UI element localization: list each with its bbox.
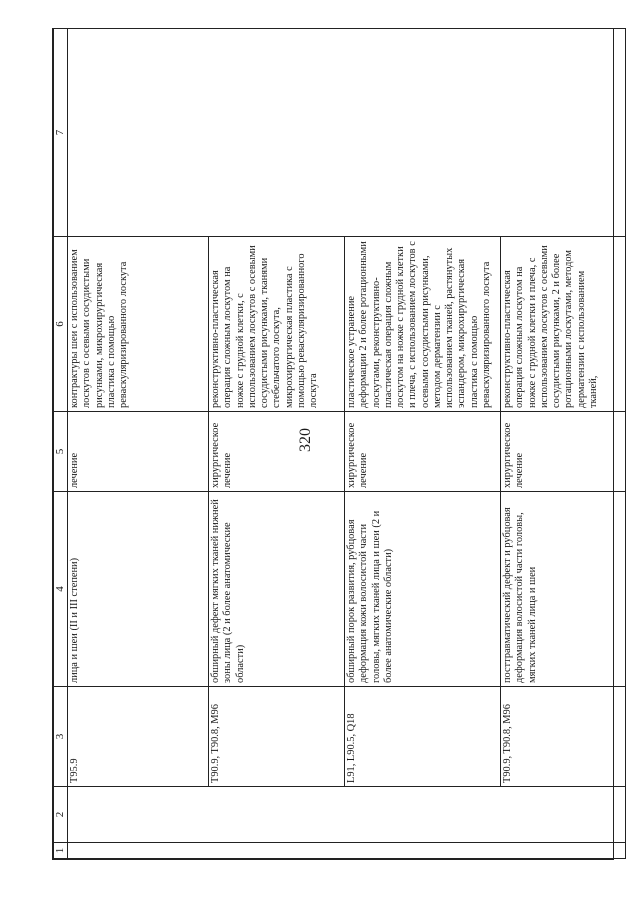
condition-description: обширный дефект мягких тканей нижней зоны лица (2 и более анатомические области) xyxy=(208,492,344,687)
column-number: 4 xyxy=(54,492,68,687)
document-table-frame xyxy=(52,28,614,860)
condition-description: посттравматический дефект и рубцовая деформация волосистой части головы, мягких тканей лица и шеи xyxy=(500,492,625,687)
diagnosis-codes: T90.9, T90.8, M96 xyxy=(208,687,344,787)
column-7-cell xyxy=(67,29,625,237)
table-row xyxy=(67,29,208,859)
column-number: 7 xyxy=(54,29,68,237)
column-2-cell xyxy=(67,787,625,843)
diagnosis-codes: T90.9, T90.8, M96 xyxy=(500,687,625,787)
column-1-cell xyxy=(67,843,625,859)
diagnosis-codes: T95.9 xyxy=(67,687,208,787)
treatment-type: хирургическое лечение xyxy=(500,412,625,492)
treatment-method: пластическое устранение деформации 2 и более ротационными лоскутами, реконструктивно-пластическая операция сложным лоскутом на ножке с грудной клетки и плеча, с использованием лоскутов с осевыми сосудистыми рисунками, методом дерматензии с использованием тканей, растянутых эспандером, микрохирургическая пластика с помощью реваскуляризированного лоскута xyxy=(344,237,500,412)
column-number: 2 xyxy=(54,787,68,843)
column-number: 6 xyxy=(54,237,68,412)
column-number-row xyxy=(54,29,68,859)
rotated-table-container xyxy=(53,29,613,859)
diagnosis-codes: L91, L90.5, Q18 xyxy=(344,687,500,787)
treatment-method: контрактуры шеи с использованием лоскутов с осевыми сосудистыми рисунками, микрохирургическая пластика с помощью реваскуляризированного лоскута xyxy=(67,237,208,412)
condition-description: обширный порок развития, рубцовая деформация кожи волосистой части головы, мягких тканей лица и шеи (2 и более анатомические области) xyxy=(344,492,500,687)
column-number: 1 xyxy=(54,843,68,859)
column-number: 5 xyxy=(54,412,68,492)
page-number: 320 xyxy=(297,428,314,452)
treatment-type: хирургическое лечение xyxy=(344,412,500,492)
treatment-method: реконструктивно-пластическая операция сложным лоскутом на ножке с грудной клетки, с использованием лоскутов с осевыми сосудистыми рисунками, тканями стебельчатого лоскута, микрохирургическая пластика с помощью реваскуляризированного лоскута xyxy=(208,237,344,412)
treatment-type: лечение xyxy=(67,412,208,492)
treatment-type: хирургическое лечение xyxy=(208,412,344,492)
procedures-table xyxy=(53,28,626,859)
column-number: 3 xyxy=(54,687,68,787)
condition-description: лица и шеи (II и III степени) xyxy=(67,492,208,687)
treatment-method: реконструктивно-пластическая операция сложным лоскутом на ножке с грудной клетки и плеча, с использованием лоскутов с осевыми сосудистыми рисунками, 2 и более ротационными лоскутами, методом дерматензии с использованием тканей, xyxy=(500,237,625,412)
